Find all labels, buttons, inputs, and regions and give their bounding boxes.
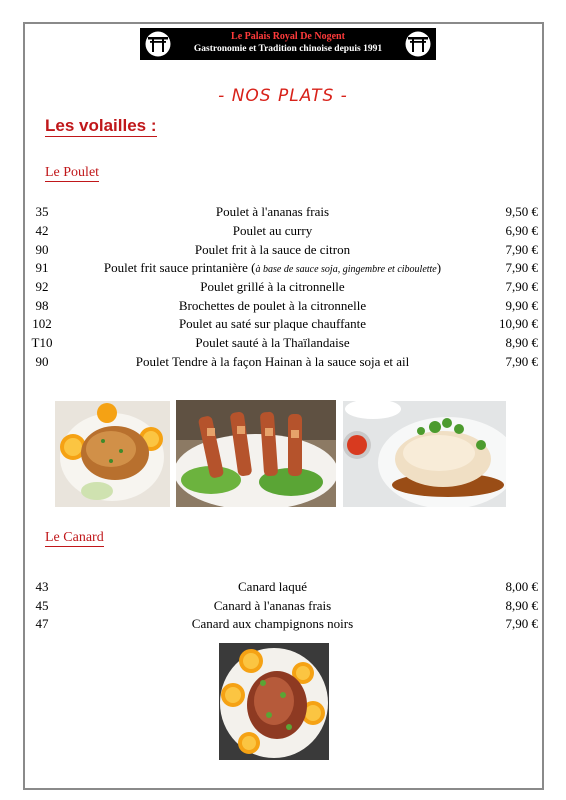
item-price: 7,90 € <box>505 616 538 631</box>
menu-item <box>0 315 566 333</box>
subsection-title-poulet: Le Poulet <box>45 165 100 180</box>
item-name-with-note <box>60 259 485 279</box>
section-title: - NOS PLATS - <box>218 86 348 106</box>
menu-item <box>0 334 566 352</box>
item-name: Canard à l'ananas frais <box>213 598 332 613</box>
item-price: 7,90 € <box>505 354 538 369</box>
item-price: 6,90 € <box>505 223 538 238</box>
restaurant-name: Le Palais Royal De Nogent <box>231 31 345 42</box>
item-number: 90 <box>35 242 49 257</box>
item-price: 8,90 € <box>505 335 538 350</box>
item-name: Poulet au saté sur plaque chauffante <box>178 316 367 331</box>
item-name: Poulet à l'ananas frais <box>215 204 330 219</box>
subsection-title-canard: Le Canard <box>45 530 104 545</box>
item-number: 35 <box>35 204 49 219</box>
item-price: 9,50 € <box>505 204 538 219</box>
item-price: 7,90 € <box>505 242 538 257</box>
item-name: Canard laqué <box>238 579 307 594</box>
item-name: Poulet frit à la sauce de citron <box>194 242 351 257</box>
menu-item <box>0 615 566 633</box>
dish-photo-lacquered-duck <box>219 643 329 760</box>
item-price: 9,90 € <box>505 298 538 313</box>
menu-item <box>0 597 566 615</box>
item-number: 90 <box>35 354 49 369</box>
item-price: 7,90 € <box>505 279 538 294</box>
item-number: 91 <box>35 260 49 275</box>
item-number: 47 <box>35 616 49 631</box>
menu-item <box>0 241 566 259</box>
item-price: 8,90 € <box>505 598 538 613</box>
item-number: 92 <box>35 279 49 294</box>
item-name-end: ) <box>436 260 442 275</box>
item-number: 98 <box>35 298 49 313</box>
menu-item <box>0 297 566 315</box>
menu-item <box>0 259 566 277</box>
restaurant-tagline: Gastronomie et Tradition chinoise depuis 1991 <box>193 44 383 54</box>
restaurant-banner <box>140 28 436 60</box>
menu-item <box>0 203 566 221</box>
item-price: 8,00 € <box>505 579 538 594</box>
torii-gate-icon <box>404 31 432 57</box>
item-price: 10,90 € <box>499 316 538 331</box>
item-price: 7,90 € <box>505 260 538 275</box>
dish-photo-hainan-chicken <box>343 401 506 507</box>
item-number: T10 <box>31 335 53 350</box>
item-name: Canard aux champignons noirs <box>191 616 354 631</box>
item-name: Poulet frit sauce printanière ( <box>103 260 256 275</box>
category-title: Les volailles : <box>45 116 157 135</box>
torii-gate-icon <box>144 31 172 57</box>
item-name: Poulet sauté à la Thaïlandaise <box>195 335 350 350</box>
dish-photo-chicken-skewers <box>176 400 336 507</box>
item-note: à base de sauce soja, gingembre et ciboulette <box>255 264 437 275</box>
menu-item <box>0 353 566 371</box>
menu-item <box>0 222 566 240</box>
item-number: 102 <box>32 316 52 331</box>
item-name: Brochettes de poulet à la citronnelle <box>178 298 367 313</box>
item-number: 43 <box>35 579 49 594</box>
item-number: 42 <box>35 223 49 238</box>
item-name: Poulet grillé à la citronnelle <box>200 279 345 294</box>
item-name: Poulet au curry <box>232 223 313 238</box>
menu-item <box>0 578 566 596</box>
menu-item <box>0 278 566 296</box>
item-number: 45 <box>35 598 49 613</box>
item-name: Poulet Tendre à la façon Hainan à la sauce soja et ail <box>135 354 410 369</box>
dish-photo-chicken-orange <box>55 401 170 507</box>
